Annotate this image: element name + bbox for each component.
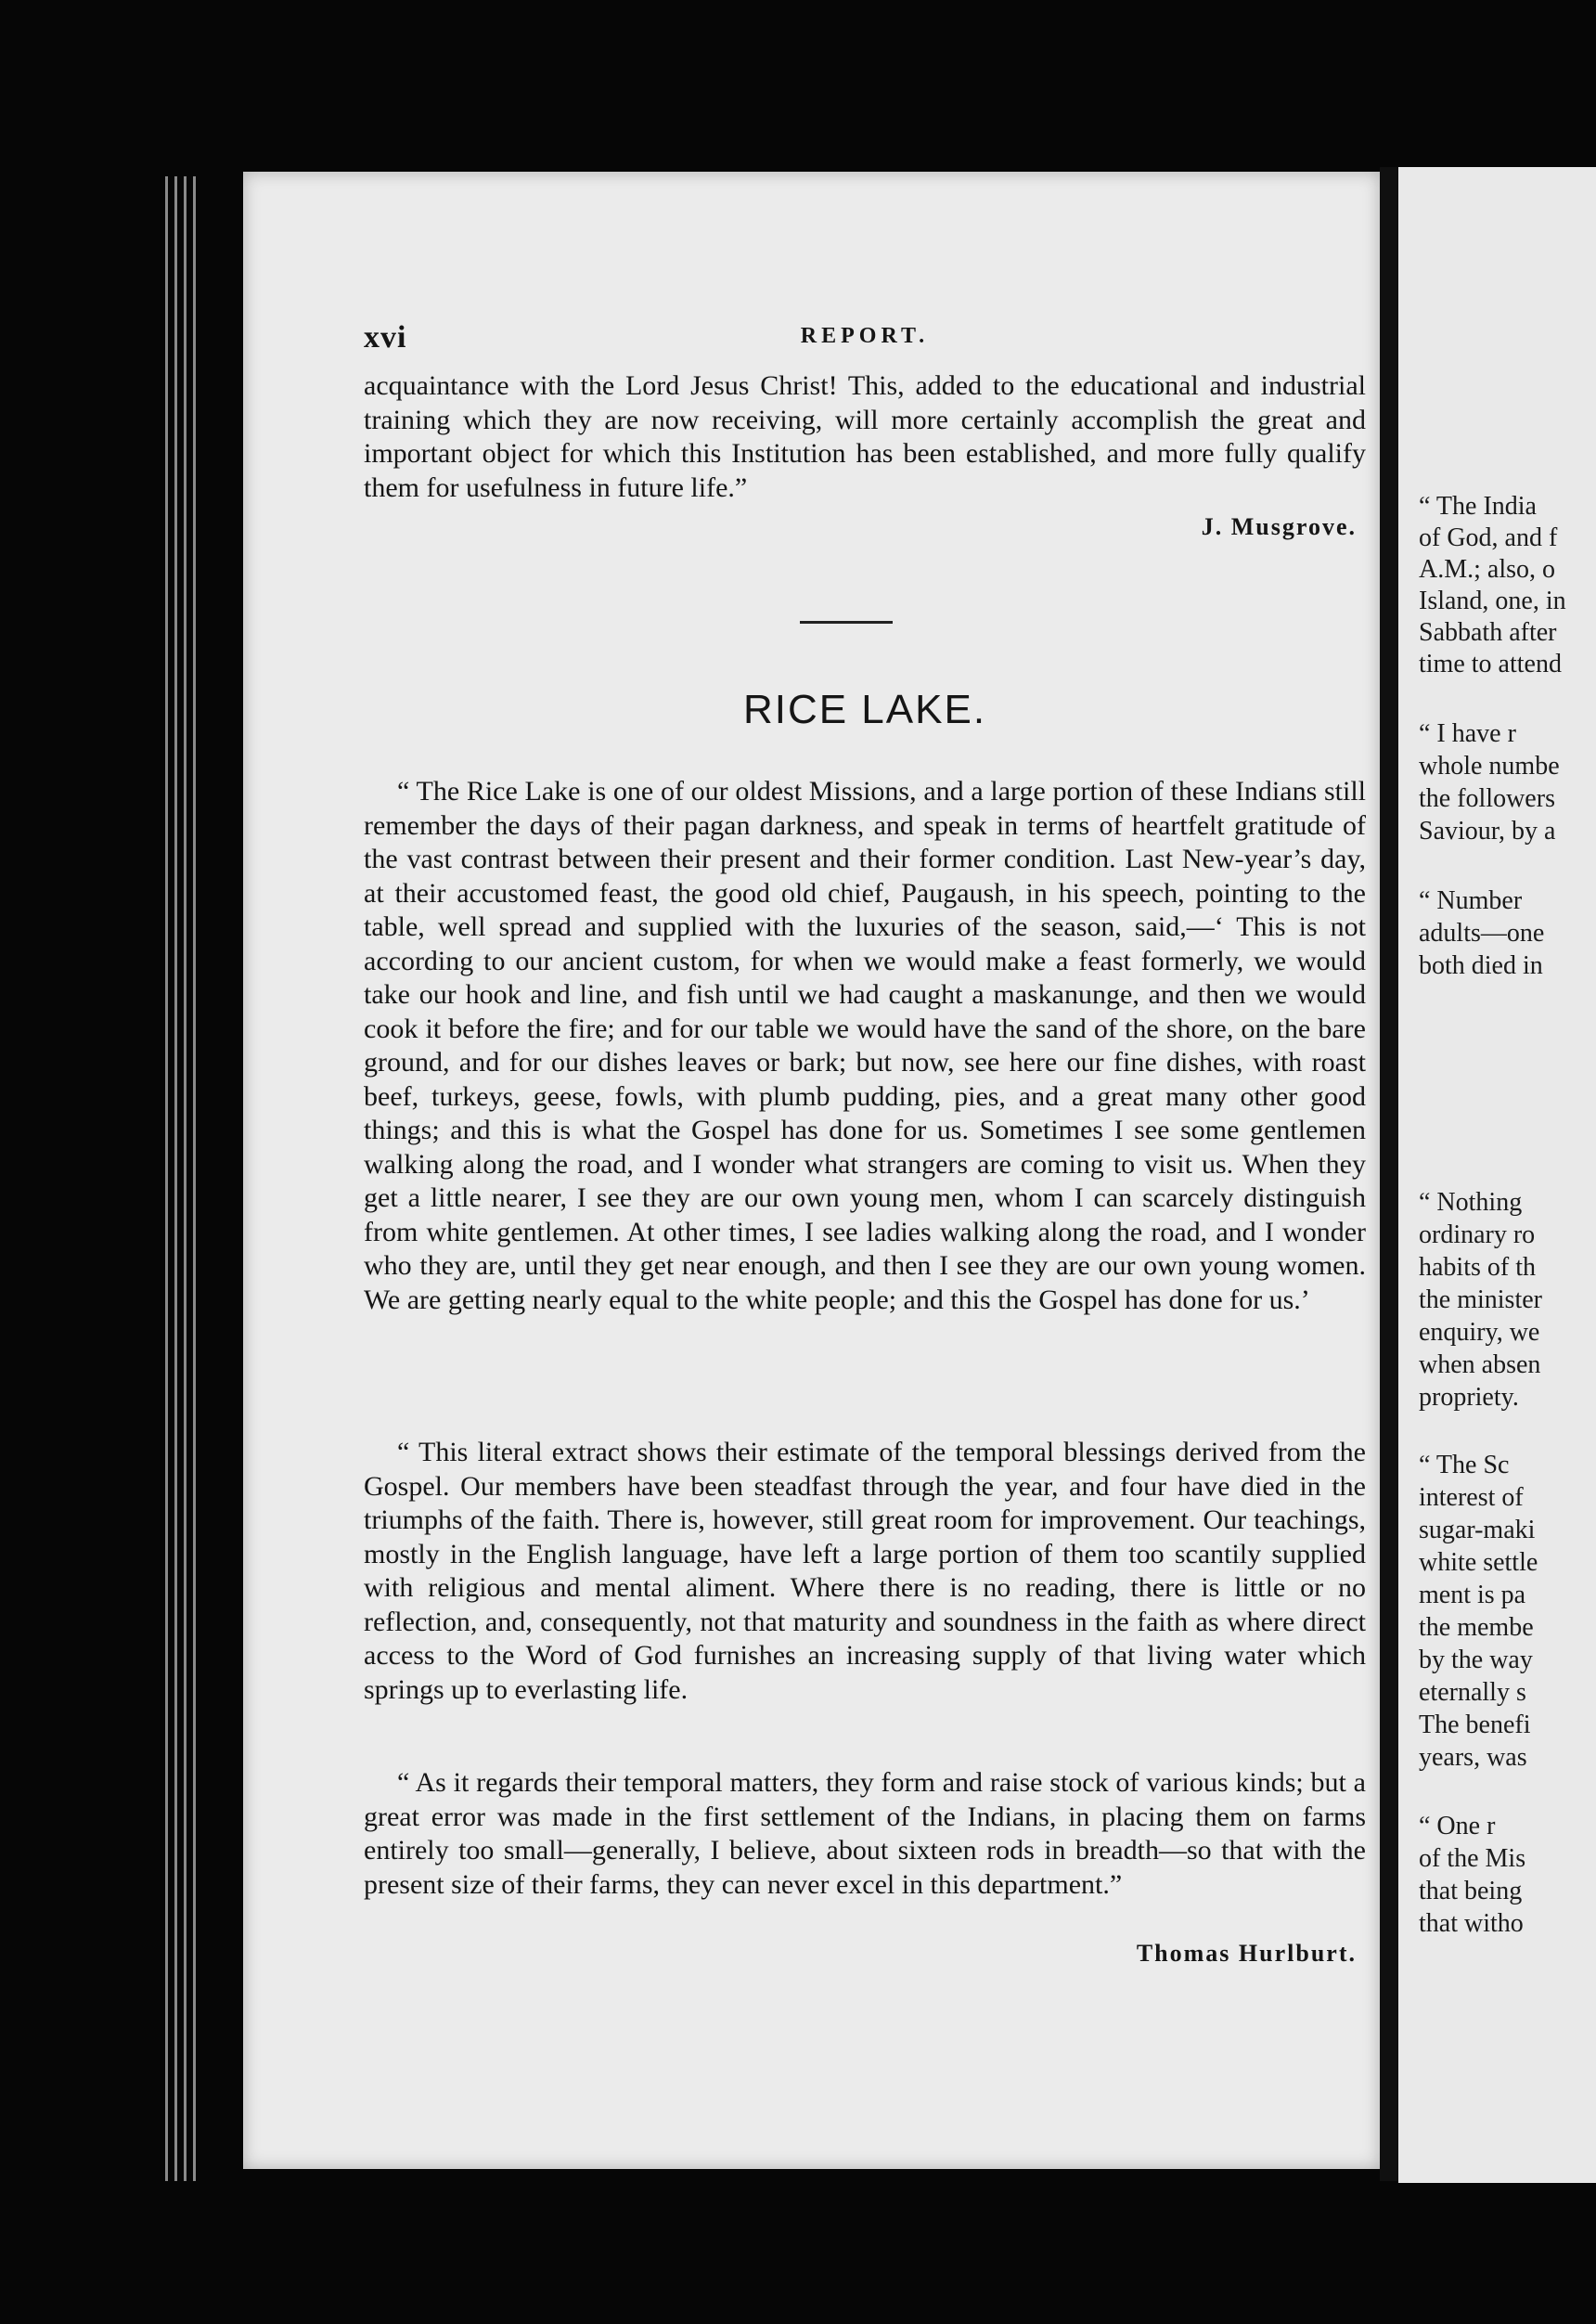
- right-line: ment is pa: [1419, 1581, 1526, 1609]
- right-line: of God, and f: [1419, 523, 1558, 552]
- right-line: The benefi: [1419, 1711, 1531, 1739]
- paragraph-text: “ This literal extract shows their estimate of the temporal blessings derived from the Gospel. Our members have been steadfast through the year, and four have died in the triumphs of the faith. There is, however, still great room for improvement. Our teachings, mostly in the English language, have left a large portion of them too scantily supplied with religious and mental aliment. Where there is no reading, there is little or no reflection, and, consequently, not that maturity and soundness in the faith as where direct access to the Word of God furnishes an increasing supply of that living water which springs up to everlasting life.: [364, 1437, 1366, 1705]
- right-line: habits of th: [1419, 1253, 1536, 1282]
- left-page: [243, 172, 1380, 2169]
- right-line: A.M.; also, o: [1419, 555, 1555, 584]
- section-heading: RICE LAKE.: [742, 687, 987, 732]
- signature-musgrove: J. Musgrove.: [1201, 513, 1357, 540]
- continued-paragraph: acquaintance with the Lord Jesus Christ! This, added to the educational and industrial training which they are now receiving, will more certainly accomplish the great and important object for which this Institution has been established, and more fully qualify them for usefulness in future life.”: [364, 370, 1366, 503]
- paragraph-2: [364, 1436, 1366, 1707]
- section-divider: [800, 621, 893, 624]
- right-line: time to attend: [1419, 650, 1562, 678]
- right-line: the minister: [1419, 1285, 1542, 1314]
- paragraph-1: [364, 775, 1366, 1317]
- right-line: eternally s: [1419, 1678, 1526, 1707]
- right-line: that witho: [1419, 1909, 1524, 1938]
- right-line: that being: [1419, 1877, 1523, 1905]
- stacked-page-edges: [165, 176, 202, 2181]
- running-head: [364, 320, 1366, 357]
- right-line: the membe: [1419, 1613, 1534, 1642]
- right-line: Saviour, by a: [1419, 817, 1556, 846]
- right-line: propriety.: [1419, 1383, 1519, 1412]
- right-line: “ The India: [1419, 492, 1537, 521]
- book-gutter: [1380, 167, 1398, 2181]
- right-line: enquiry, we: [1419, 1318, 1540, 1347]
- right-page-fragment: [1398, 167, 1596, 2183]
- right-line: “ One r: [1419, 1812, 1496, 1840]
- paragraph-text: “ As it regards their temporal matters, they form and raise stock of various kinds; but a great error was made in the first settlement of the Indians, in placing them on farms entirely too small—generally, I believe, about sixteen rods in breadth—so that with the present size of their farms, they can never excel in this department.”: [364, 1767, 1366, 1900]
- right-line: years, was: [1419, 1743, 1527, 1772]
- paragraph-3: [364, 1766, 1366, 1902]
- paragraph-text: “ The Rice Lake is one of our oldest Missions, and a large portion of these Indians still remember the days of their pagan darkness, and speak in terms of heartfelt gratitude of the vast contrast between their present and their former condition. Last New-year’s day, at their accustomed feast, the good old chief, Paugaush, in his speech, pointing to the table, well spread and supplied with the luxuries of the season, said,—‘ This is not according to our ancient custom, for when we would make a feast formerly, we would take our hook and line, and fish until we had caught a maskanunge, and then we would cook it before the fire; and for our table we would have the sand of the shore, on the bare ground, and for our dishes leaves or bark; but now, see here our fine dishes, with roast beef, turkeys, geese, fowls, with plumb pudding, pies, and a great many other good things; and this is what the Gospel has done for us. Sometimes I see some gentlemen walking along the road, and I wonder what strangers are coming to visit us. When they get a little nearer, I see they are our own young men, whom I can scarcely distinguish from white gentlemen. At other times, I see ladies walking along the road, and I wonder who they are, until they get near enough, and then I see they are our own young women. We are getting nearly equal to the white people; and this the Gospel has done for us.’: [364, 776, 1366, 1315]
- continued-letter: [364, 369, 1366, 505]
- right-line: the followers: [1419, 784, 1555, 813]
- right-line: sugar-maki: [1419, 1516, 1536, 1544]
- right-line: of the Mis: [1419, 1844, 1526, 1873]
- right-line: “ The Sc: [1419, 1451, 1510, 1479]
- right-line: when absen: [1419, 1350, 1541, 1379]
- right-line: ordinary ro: [1419, 1220, 1536, 1249]
- right-line: interest of: [1419, 1483, 1524, 1512]
- right-line: Island, one, in: [1419, 587, 1566, 615]
- right-line: “ I have r: [1419, 719, 1516, 748]
- running-title: REPORT.: [800, 324, 930, 348]
- page-number: xvi: [364, 320, 407, 355]
- right-line: both died in: [1419, 951, 1543, 980]
- right-line: adults—one: [1419, 919, 1545, 948]
- right-line: by the way: [1419, 1646, 1533, 1674]
- right-line: “ Number: [1419, 886, 1523, 915]
- signature-hurlburt: Thomas Hurlburt.: [1136, 1940, 1357, 1967]
- right-line: white settle: [1419, 1548, 1538, 1577]
- right-line: “ Nothing: [1419, 1188, 1523, 1217]
- right-line: Sabbath after: [1419, 618, 1557, 647]
- right-line: whole numbe: [1419, 752, 1560, 781]
